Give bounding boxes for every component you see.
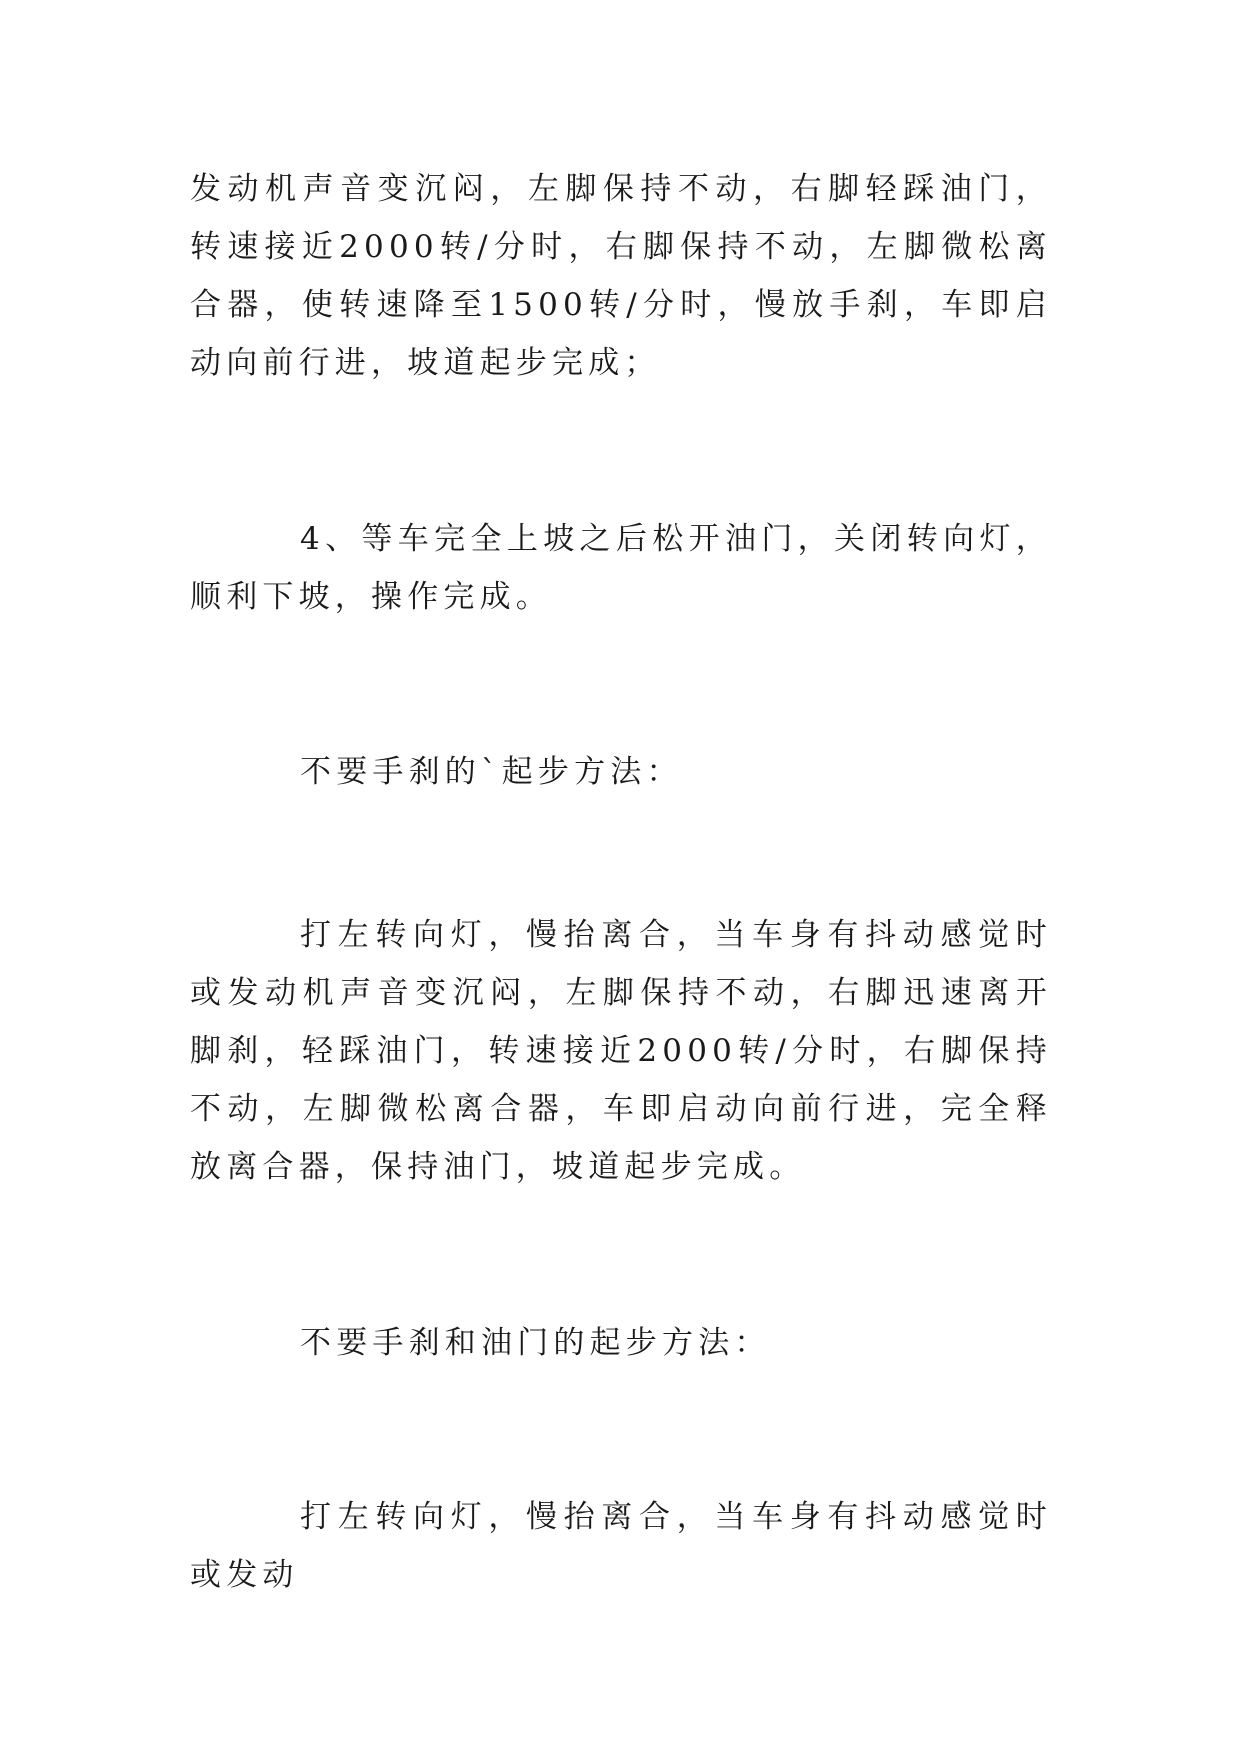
paragraph-no-handbrake-steps: 打左转向灯，慢抬离合，当车身有抖动感觉时或发动机声音变沉闷，左脚保持不动，右脚迅速离开脚刹，轻踩油门，转速接近2000转/分时，右脚保持不动，左脚微松离合器，车即启动向前行进，完全释放离合器，保持油门，坡道起步完成。 <box>190 917 1052 1185</box>
paragraph-hill-start-continuation: 发动机声音变沉闷，左脚保持不动，右脚轻踩油门，转速接近2000转/分时，右脚保持不动，左脚微松离合器，使转速降至1500转/分时，慢放手刹，车即启动向前行进，坡道起步完成； <box>190 171 1052 381</box>
paragraph-step-4: 4、等车完全上坡之后松开油门，关闭转向灯，顺利下坡，操作完成。 <box>190 521 1052 615</box>
paragraph-no-handbrake-no-throttle-steps: 打左转向灯，慢抬离合，当车身有抖动感觉时或发动 <box>190 1499 1052 1593</box>
heading-no-handbrake-method: 不要手刹的`起步方法： <box>300 754 683 790</box>
heading-no-handbrake-no-throttle-method: 不要手刹和油门的起步方法： <box>300 1325 771 1361</box>
